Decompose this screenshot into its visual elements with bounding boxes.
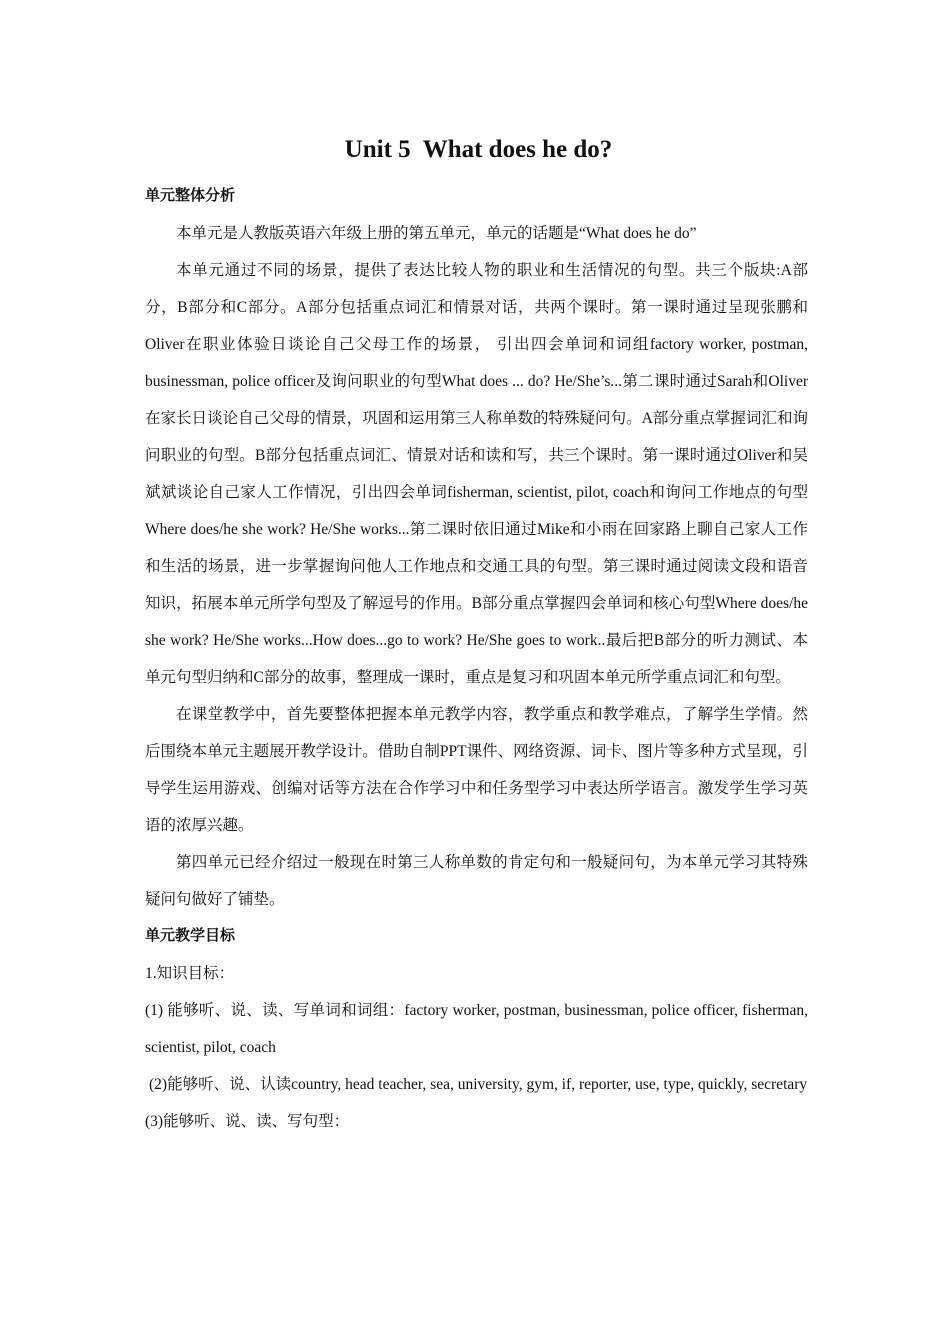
goal-item-3: (3)能够听、说、读、写句型： xyxy=(145,1113,350,1130)
section-heading-unit-analysis: 单元整体分析 xyxy=(145,188,236,204)
paragraph-intro: 本单元是人教版英语六年级上册的第五单元，单元的话题是“What does he do” xyxy=(176,225,697,242)
document-title: Unit 5 What does he do? xyxy=(344,136,613,163)
paragraph-prior-knowledge: 第四单元已经介绍过一般现在时第三人称单数的肯定句和一般疑问句，为本单元学习其特殊疑问句做好了铺垫。 xyxy=(145,854,808,908)
paragraph-unit-structure: 本单元通过不同的场景，提供了表达比较人物的职业和生活情况的句型。共三个版块:A部分，B部分和C部分。A部分包括重点词汇和情景对话，共两个课时。第一课时通过呈现张鹏和Oliver在职业体验日谈论自己父母工作的场景， 引出四会单词和词组factory worker, postman, businessman, police officer及询问职业的句型What does ... do? He/She’s...第二课时通过Sarah和Oliver在家长日谈论自己父母的情景，巩固和运用第三人称单数的特殊疑问句。A部分重点掌握词汇和询问职业的句型。B部分包括重点词汇、情景对话和读和写，共三个课时。第一课时通过Oliver和吴斌斌谈论自己家人工作情况，引出四会单词fisherman, scientist, pilot, coach和询问工作地点的句型Where does/he she work? He/She works...第二课时依旧通过Mike和小雨在回家路上聊自己家人工作和生活的场景，进一步掌握询问他人工作地点和交通工具的句型。第三课时通过阅读文段和语音知识，拓展本单元所学句型及了解逗号的作用。B部分重点掌握四会单词和核心句型Where does/he she work? He/She works...How does...go to work? He/She goes to work..最后把B部分的听力测试、本单元句型归纳和C部分的故事，整理成一课时，重点是复习和巩固本单元所学重点词汇和句型。 xyxy=(145,262,808,686)
paragraph-teaching-approach: 在课堂教学中，首先要整体把握本单元教学内容，教学重点和教学难点，了解学生学情。然后围绕本单元主题展开教学设计。借助自制PPT课件、网络资源、词卡、图片等多种方式呈现，引导学生运用游戏、创编对话等方法在合作学习中和任务型学习中表达所学语言。激发学生学习英语的浓厚兴趣。 xyxy=(145,706,808,834)
goal-item-2: (2)能够听、说、认读country, head teacher, sea, university, gym, if, reporter, use, type, quickly, secretary xyxy=(149,1076,808,1093)
goal-knowledge-heading: 1.知识目标： xyxy=(145,965,235,982)
goal-item-1: (1) 能够听、说、读、写单词和词组：factory worker, postman, businessman, police officer, fisherman, scientist, pilot, coach xyxy=(145,1002,808,1056)
section-heading-teaching-goals: 单元教学目标 xyxy=(145,928,236,944)
document-page xyxy=(145,130,808,1140)
